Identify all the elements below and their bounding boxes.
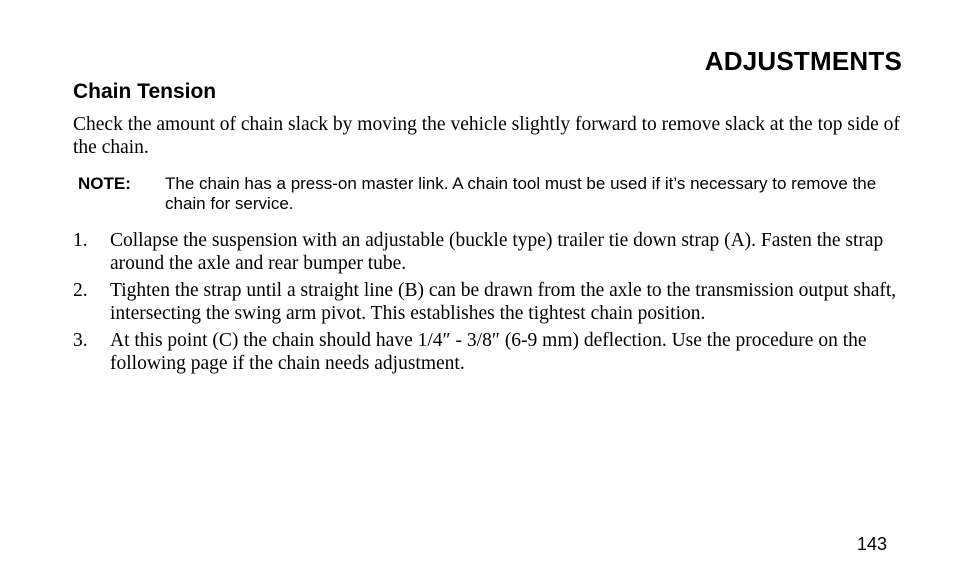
step-number: 2.: [73, 280, 88, 301]
page-number: 143: [856, 534, 887, 554]
section-title: ADJUSTMENTS: [704, 46, 902, 76]
list-item: [73, 279, 913, 325]
note-block: [78, 174, 908, 214]
note-label: NOTE:: [78, 174, 131, 193]
step-number: 3.: [73, 330, 88, 351]
list-item: [73, 229, 913, 275]
step-text: At this point (C) the chain should have 1/4″ - 3/8″ (6-9 mm) deflection. Use the procedure on the following page if the chain needs adjustment.: [110, 330, 867, 374]
subheading: Chain Tension: [73, 80, 217, 103]
list-item: [73, 329, 913, 375]
note-text: The chain has a press-on master link. A chain tool must be used if it’s necessary to remove the chain for service.: [165, 174, 877, 213]
intro-paragraph: Check the amount of chain slack by moving the vehicle slightly forward to remove slack at the top side of the chain.: [73, 114, 900, 158]
step-text: Tighten the strap until a straight line (B) can be drawn from the axle to the transmission output shaft, intersecting the swing arm pivot. This establishes the tightest chain position.: [110, 280, 897, 324]
step-number: 1.: [73, 230, 88, 251]
steps-list: [73, 229, 913, 379]
step-text: Collapse the suspension with an adjustable (buckle type) trailer tie down strap (A). Fasten the strap around the axle and rear bumper tube.: [110, 230, 884, 274]
